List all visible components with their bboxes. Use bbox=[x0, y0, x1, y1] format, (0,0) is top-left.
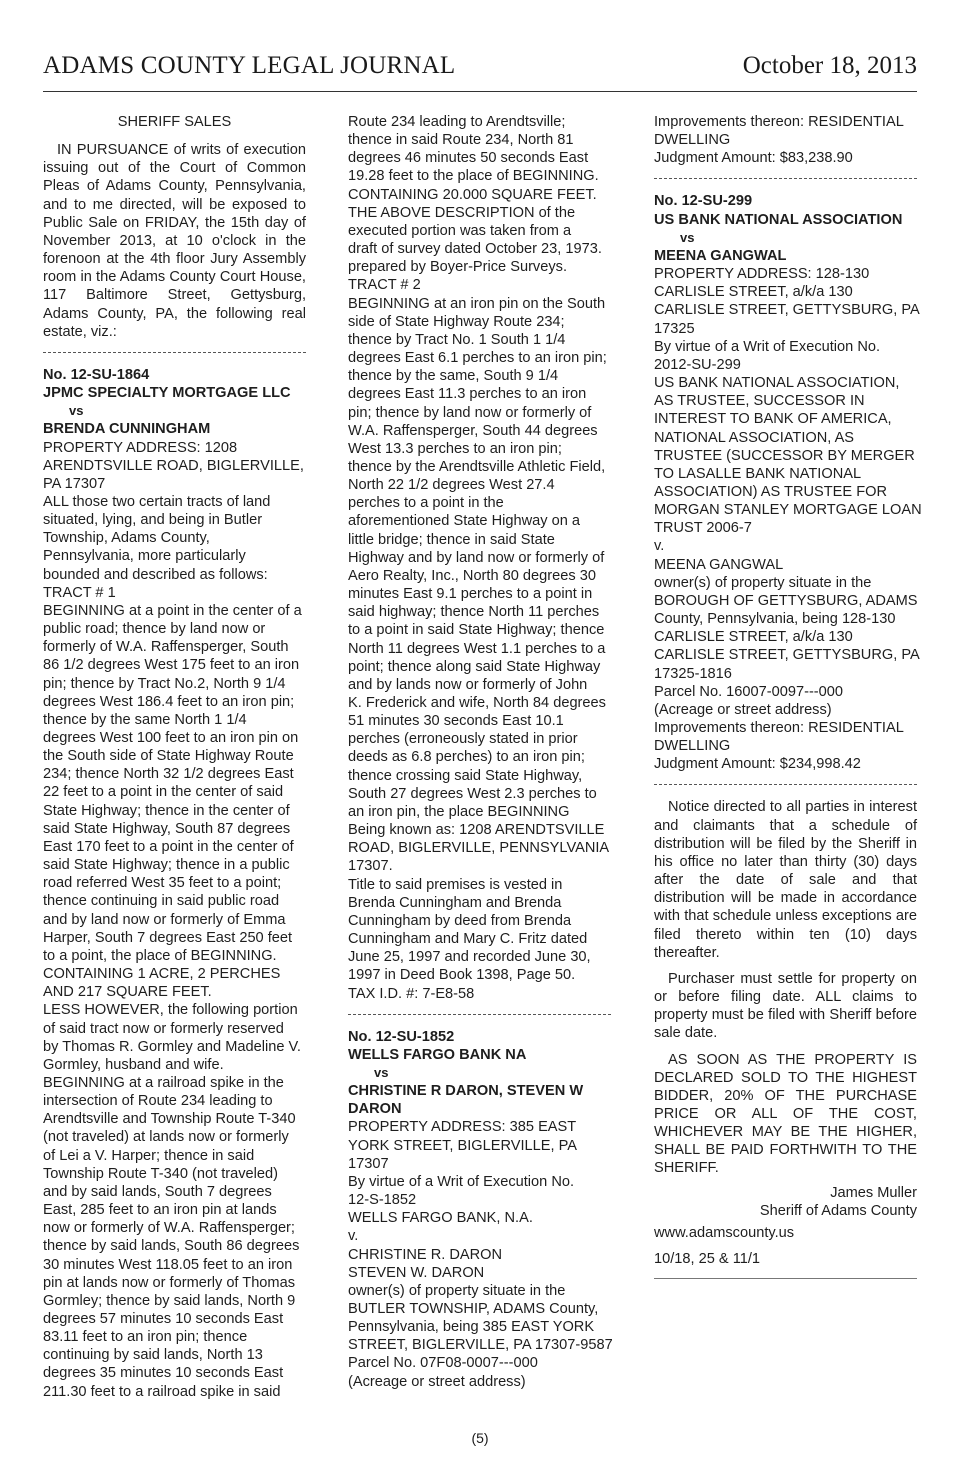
text-line: INTEREST TO BANK OF AMERICA, bbox=[654, 411, 892, 428]
text-line: PROPERTY ADDRESS: 385 EAST bbox=[348, 1119, 577, 1136]
text-line: pin; thence by land now or formerly of bbox=[348, 404, 592, 421]
text-line: CARLISLE STREET, GETTYSBURG, PA bbox=[654, 302, 920, 319]
text-line: TO LASALLE BANK NATIONAL bbox=[654, 465, 862, 482]
text-line: CARLISLE STREET, a/k/a 130 bbox=[654, 629, 853, 646]
text-line: bounded and described as follows: bbox=[43, 566, 268, 583]
text-line: continuing by said lands, North 13 bbox=[43, 1347, 263, 1364]
text-line: thence by said lands, South 86 degrees bbox=[43, 1238, 300, 1255]
text-line: thence crossing said State Highway, bbox=[348, 767, 583, 784]
text-line: South 27 degrees West 2.3 perches to bbox=[348, 785, 597, 802]
text-line: deeds as 6.8 perches) to an iron pin; bbox=[348, 749, 585, 766]
text-line: degrees East 11.3 perches to an iron bbox=[348, 386, 587, 403]
text-line: STEVEN W. DARON bbox=[348, 1264, 485, 1281]
text-line: owner(s) of property situate in the bbox=[654, 574, 872, 591]
text-line: BEGINNING at an iron pin on the South bbox=[348, 295, 606, 312]
text-line: County, Pennsylvania, being 128-130 bbox=[654, 611, 896, 628]
text-line: 211.30 feet to a railroad spike in said bbox=[43, 1383, 281, 1400]
defendant-continued: DARON bbox=[348, 1101, 402, 1118]
text-line: DWELLING bbox=[654, 132, 731, 149]
text-line: Arendtsville and Township Route T-340 bbox=[43, 1111, 296, 1128]
spacer bbox=[43, 131, 306, 141]
spacer bbox=[654, 962, 917, 970]
property-description-continued bbox=[348, 113, 611, 1003]
text-line: Brenda Cunningham and Brenda bbox=[348, 894, 562, 911]
text-line: CHRISTINE R. DARON bbox=[348, 1246, 503, 1263]
text-line: 17325-1816 bbox=[654, 665, 732, 682]
text-line: Township Route T-340 (not traveled) bbox=[43, 1165, 278, 1182]
text-line: 1997 in Deed Book 1398, Page 50. bbox=[348, 967, 576, 984]
text-line: W.A. Raffensperger, South 44 degrees bbox=[348, 422, 598, 439]
text-line: owner(s) of property situate in the bbox=[348, 1282, 566, 1299]
text-line: aforementioned State Highway on a bbox=[348, 513, 581, 530]
text-line: degrees 57 minutes 10 seconds East bbox=[43, 1311, 284, 1327]
payment-notice: AS SOON AS THE PROPERTY IS DECLARED SOLD TO THE HIGHEST BIDDER, 20% OF THE PURCHASE PRICE OR ALL OF THE COST, WHICHEVER MAY BE THE HIGHER, SHALL BE PAID FORTHWITH TO THE SHERIFF. bbox=[654, 1051, 917, 1177]
text-line: pin; thence by Tract No.2, North 9 1/4 bbox=[43, 675, 286, 692]
text-line: Being known as: 1208 ARENDTSVILLE bbox=[348, 822, 605, 839]
text-line: degrees 35 minutes 10 seconds East bbox=[43, 1365, 284, 1382]
text-line: said highway; thence North 11 perches bbox=[348, 604, 600, 621]
text-line: Parcel No. 07F08-0007---000 bbox=[348, 1355, 538, 1372]
text-line: Aero Realty, Inc., North 80 degrees 30 bbox=[348, 567, 596, 584]
masthead-rule bbox=[43, 91, 917, 92]
text-line: ASSOCIATION) AS TRUSTEE FOR bbox=[654, 483, 887, 500]
text-line: AS TRUSTEE, SUCCESSOR IN bbox=[654, 393, 865, 410]
text-line: thence continuing in said public road bbox=[43, 893, 280, 910]
text-line: June 25, 1997 and recorded June 30, bbox=[348, 949, 591, 966]
text-line: 234; thence North 32 1/2 degrees East bbox=[43, 766, 294, 783]
column-3 bbox=[654, 113, 922, 1279]
text-line: AND 217 SQUARE FEET. bbox=[43, 984, 212, 1001]
text-line: East 170 feet to a point in the center of bbox=[43, 838, 294, 855]
text-line: Cunningham and Mary C. Fritz dated bbox=[348, 931, 588, 948]
text-line: ROAD, BIGLERVILLE, PENNSYLVANIA bbox=[348, 840, 610, 857]
property-description bbox=[654, 265, 922, 773]
spacer bbox=[654, 1043, 917, 1051]
plaintiff: US BANK NATIONAL ASSOCIATION bbox=[654, 211, 903, 228]
text-line: v. bbox=[348, 1228, 359, 1245]
text-line: intersection of Route 234 leading to bbox=[43, 1093, 273, 1110]
property-description bbox=[43, 439, 306, 1401]
purchaser-notice: Purchaser must settle for property on or before filing date. ALL claims to property must be filed with Sheriff before sale date. bbox=[654, 970, 917, 1042]
text-line: (Acreage or street address) bbox=[348, 1373, 526, 1390]
text-line: STREET, BIGLERVILLE, PA 17307-9587 bbox=[348, 1337, 613, 1354]
text-line: 2012-SU-299 bbox=[654, 356, 741, 373]
text-line: Improvements thereon: RESIDENTIAL bbox=[654, 114, 904, 130]
text-line: By virtue of a Writ of Execution No. bbox=[348, 1173, 575, 1190]
text-line: Gormley, husband and wife. bbox=[43, 1056, 224, 1073]
text-line: point; thence along said State Highway bbox=[348, 658, 601, 675]
defendant: BRENDA CUNNINGHAM bbox=[43, 421, 211, 438]
text-line: 86 1/2 degrees West 175 feet to an iron bbox=[43, 657, 300, 674]
text-line: CONTAINING 1 ACRE, 2 PERCHES bbox=[43, 966, 281, 983]
text-line: East, 285 feet to an iron pin at lands bbox=[43, 1202, 277, 1219]
text-line: Cunningham by deed from Brenda bbox=[348, 912, 572, 929]
text-line: and by said lands, South 7 degrees bbox=[43, 1183, 272, 1200]
text-line: THE ABOVE DESCRIPTION of the bbox=[348, 204, 576, 221]
text-line: of said tract now or formerly reserved bbox=[43, 1020, 284, 1037]
text-line: degrees 46 minutes 50 seconds East bbox=[348, 150, 589, 167]
plaintiff: WELLS FARGO BANK NA bbox=[348, 1046, 527, 1063]
text-line: thence in said Route 234, North 81 bbox=[348, 132, 574, 149]
page-number: (5) bbox=[471, 1430, 489, 1446]
text-line: said State Highway; thence in a public bbox=[43, 857, 290, 874]
text-line: WELLS FARGO BANK, N.A. bbox=[348, 1210, 533, 1227]
text-line: ALL those two certain tracts of land bbox=[43, 493, 271, 510]
text-line: side of State Highway Route 234; bbox=[348, 313, 565, 330]
text-line: road referred West 35 feet to a point; bbox=[43, 875, 282, 892]
text-line: NATIONAL ASSOCIATION, AS bbox=[654, 429, 855, 446]
sale-intro: IN PURSUANCE of writs of execution issuing out of the Court of Common Pleas of Adams County, Pennsylvania, and to me directed, will be exposed to Public Sale on FRIDAY, the 15th day of November 2013, at 10 o'clock in the forenoon at the 4th floor Jury Assembly room in the Adams County Court House, 117 Baltimore Street, Gettysburg, Adams County, PA, the following real estate, viz.: bbox=[43, 142, 306, 340]
versus: vs bbox=[374, 1064, 389, 1080]
text-line: BOROUGH OF GETTYSBURG, ADAMS bbox=[654, 592, 918, 609]
versus: vs bbox=[69, 403, 84, 419]
text-line: Parcel No. 16007-0097---000 bbox=[654, 683, 844, 700]
text-line: and by land now or formerly of Emma bbox=[43, 911, 286, 928]
text-line: PROPERTY ADDRESS: 128-130 bbox=[654, 266, 870, 283]
text-line: of Lei a V. Harper; thence in said bbox=[43, 1147, 255, 1164]
text-line: PA 17307 bbox=[43, 475, 106, 492]
text-line: MORGAN STANLEY MORTGAGE LOAN bbox=[654, 502, 922, 519]
text-line: prepared by Boyer-Price Surveys. bbox=[348, 259, 567, 276]
text-line: 22 feet to a point in the center of said bbox=[43, 784, 284, 801]
text-line: CARLISLE STREET, GETTYSBURG, PA bbox=[654, 647, 920, 664]
text-line: and by lands now or formerly of John bbox=[348, 676, 588, 693]
text-line: 17325 bbox=[654, 320, 695, 337]
text-line: TRUST 2006-7 bbox=[654, 520, 752, 537]
separator bbox=[43, 352, 306, 353]
masthead bbox=[43, 52, 917, 90]
text-line: (Acreage or street address) bbox=[654, 701, 832, 718]
text-line: minutes East 9.1 perches to a point in bbox=[348, 586, 593, 603]
text-line: said State Highway, South 87 degrees bbox=[43, 820, 291, 837]
run-dates: 10/18, 25 & 11/1 bbox=[654, 1251, 761, 1268]
separator bbox=[654, 178, 917, 179]
text-line: TRACT # 1 bbox=[43, 584, 116, 601]
text-line: draft of survey dated October 23, 1973. bbox=[348, 241, 602, 258]
plaintiff: JPMC SPECIALTY MORTGAGE LLC bbox=[43, 385, 291, 402]
text-line: YORK STREET, BIGLERVILLE, PA bbox=[348, 1137, 577, 1154]
text-line: BEGINNING at a railroad spike in the bbox=[43, 1074, 284, 1091]
text-line: perches (erroneously stated in prior bbox=[348, 731, 578, 748]
column-1 bbox=[43, 113, 306, 1401]
text-line: Improvements thereon: RESIDENTIAL bbox=[654, 720, 904, 736]
website-link[interactable]: www.adamscounty.us bbox=[654, 1224, 795, 1241]
text-line: thence by the Arendtsville Athletic Field, bbox=[348, 458, 606, 475]
column-2 bbox=[348, 113, 611, 1391]
separator bbox=[654, 784, 917, 785]
text-line: degrees West 100 feet to an iron pin on bbox=[43, 730, 299, 746]
property-description bbox=[348, 1118, 611, 1390]
text-line: ARENDTSVILLE ROAD, BIGLERVILLE, bbox=[43, 457, 304, 474]
versus: vs bbox=[680, 229, 695, 245]
text-line: MEENA GANGWAL bbox=[654, 556, 784, 573]
text-line: North 11 degrees West 1.1 perches to a bbox=[348, 640, 606, 657]
text-line: degrees East 6.1 perches to an iron pin; bbox=[348, 350, 607, 367]
text-line: an iron pin, the place BEGINNING bbox=[348, 803, 570, 820]
issue-date: October 18, 2013 bbox=[742, 52, 917, 79]
text-line: LESS HOWEVER, the following portion bbox=[43, 1002, 298, 1019]
text-line: DWELLING bbox=[654, 738, 731, 755]
text-line: thence by the same North 1 1/4 bbox=[43, 711, 247, 728]
journal-title: ADAMS COUNTY LEGAL JOURNAL bbox=[43, 52, 456, 79]
text-line: 51 minutes 30 seconds East 10.1 bbox=[348, 713, 564, 730]
text-line: Route 234 leading to Arendtsville; bbox=[348, 114, 566, 130]
section-title: SHERIFF SALES bbox=[117, 114, 232, 130]
text-line: BUTLER TOWNSHIP, ADAMS County, bbox=[348, 1301, 599, 1317]
text-line: now or formerly of W.A. Raffensperger; bbox=[43, 1220, 295, 1237]
text-line: to a point in said State Highway; thence bbox=[348, 622, 605, 639]
text-line: little bridge; thence in said State bbox=[348, 531, 555, 548]
text-line: 83.11 feet to an iron pin; thence bbox=[43, 1329, 248, 1346]
text-line: Harper, South 7 degrees East 250 feet bbox=[43, 929, 293, 946]
text-line: Title to said premises is vested in bbox=[348, 876, 563, 893]
sheriff-title: Sheriff of Adams County bbox=[759, 1202, 917, 1219]
text-line: public road; thence by land now or bbox=[43, 621, 266, 638]
text-line: degrees West 186.4 feet to an iron pin; bbox=[43, 693, 295, 710]
text-line: North 22 1/2 degrees West 27.4 bbox=[348, 477, 555, 494]
case-number: No. 12-SU-1852 bbox=[348, 1028, 455, 1045]
text-line: PROPERTY ADDRESS: 1208 bbox=[43, 439, 238, 456]
text-line: pin at lands now or formerly of Thomas bbox=[43, 1274, 295, 1291]
defendant: MEENA GANGWAL bbox=[654, 247, 787, 264]
text-line: to a point, the place of BEGINNING. bbox=[43, 947, 277, 964]
text-line: BEGINNING at a point in the center of a bbox=[43, 602, 302, 619]
text-line: State Highway; thence in the center of bbox=[43, 802, 290, 819]
text-line: Pennsylvania, being 385 EAST YORK bbox=[348, 1319, 595, 1336]
text-line: Gormley; thence by said lands, North 9 bbox=[43, 1292, 296, 1309]
text-line: Highway and by land now or formerly of bbox=[348, 549, 605, 566]
text-line: the South side of State Highway Route bbox=[43, 748, 294, 765]
text-line: CARLISLE STREET, a/k/a 130 bbox=[654, 284, 853, 301]
text-line: Pennsylvania, more particularly bbox=[43, 548, 246, 565]
property-description-continued bbox=[654, 113, 917, 167]
text-line: perches to a point in the bbox=[348, 495, 504, 512]
text-line: 17307. bbox=[348, 858, 393, 875]
text-line: 17307 bbox=[348, 1155, 389, 1172]
text-line: West 13.3 perches to an iron pin; bbox=[348, 440, 562, 457]
text-line: TRUSTEE (SUCCESSOR BY MERGER bbox=[654, 447, 915, 464]
text-line: K. Frederick and wife, North 84 degrees bbox=[348, 695, 606, 711]
text-line: US BANK NATIONAL ASSOCIATION, bbox=[654, 375, 900, 392]
text-line: CONTAINING 20.000 SQUARE FEET. bbox=[348, 186, 597, 203]
text-line: Township, Adams County, bbox=[43, 530, 210, 547]
text-line: situated, lying, and being in Butler bbox=[43, 512, 263, 529]
text-line: TRACT # 2 bbox=[348, 277, 421, 294]
separator bbox=[348, 1014, 611, 1015]
text-line: executed portion was taken from a bbox=[348, 222, 572, 239]
case-number: No. 12-SU-1864 bbox=[43, 366, 150, 383]
text-line: v. bbox=[654, 538, 665, 555]
sheriff-name: James Muller bbox=[830, 1184, 917, 1201]
text-line: 30 minutes West 118.05 feet to an iron bbox=[43, 1256, 293, 1273]
text-line: by Thomas R. Gormley and Madeline V. bbox=[43, 1038, 301, 1055]
text-line: Judgment Amount: $234,998.42 bbox=[654, 756, 861, 773]
spacer bbox=[654, 1242, 917, 1250]
text-line: (not traveled) at lands now or formerly bbox=[43, 1129, 289, 1146]
text-line: 12-S-1852 bbox=[348, 1192, 417, 1209]
text-line: 19.28 feet to the place of BEGINNING. bbox=[348, 168, 599, 185]
text-line: By virtue of a Writ of Execution No. bbox=[654, 338, 881, 355]
text-line: TAX I.D. #: 7-E8-58 bbox=[348, 985, 475, 1002]
case-number: No. 12-SU-299 bbox=[654, 193, 753, 210]
text-line: thence by the same, South 9 1/4 bbox=[348, 368, 559, 385]
text-line: formerly of W.A. Raffensperger, South bbox=[43, 639, 289, 656]
distribution-notice: Notice directed to all parties in interest and claimants that a schedule of distribution will be filed by the Sheriff in his office no later than thirty (30) days after the date of sale and that distribution will be made in accordance with that schedule unless exceptions are filed thereto within ten (10) days thereafter. bbox=[654, 799, 917, 961]
defendant: CHRISTINE R DARON, STEVEN W bbox=[348, 1083, 584, 1100]
text-line: thence by Tract No. 1 South 1 1/4 bbox=[348, 331, 566, 348]
end-rule bbox=[654, 1278, 917, 1279]
text-line: Judgment Amount: $83,238.90 bbox=[654, 150, 853, 167]
